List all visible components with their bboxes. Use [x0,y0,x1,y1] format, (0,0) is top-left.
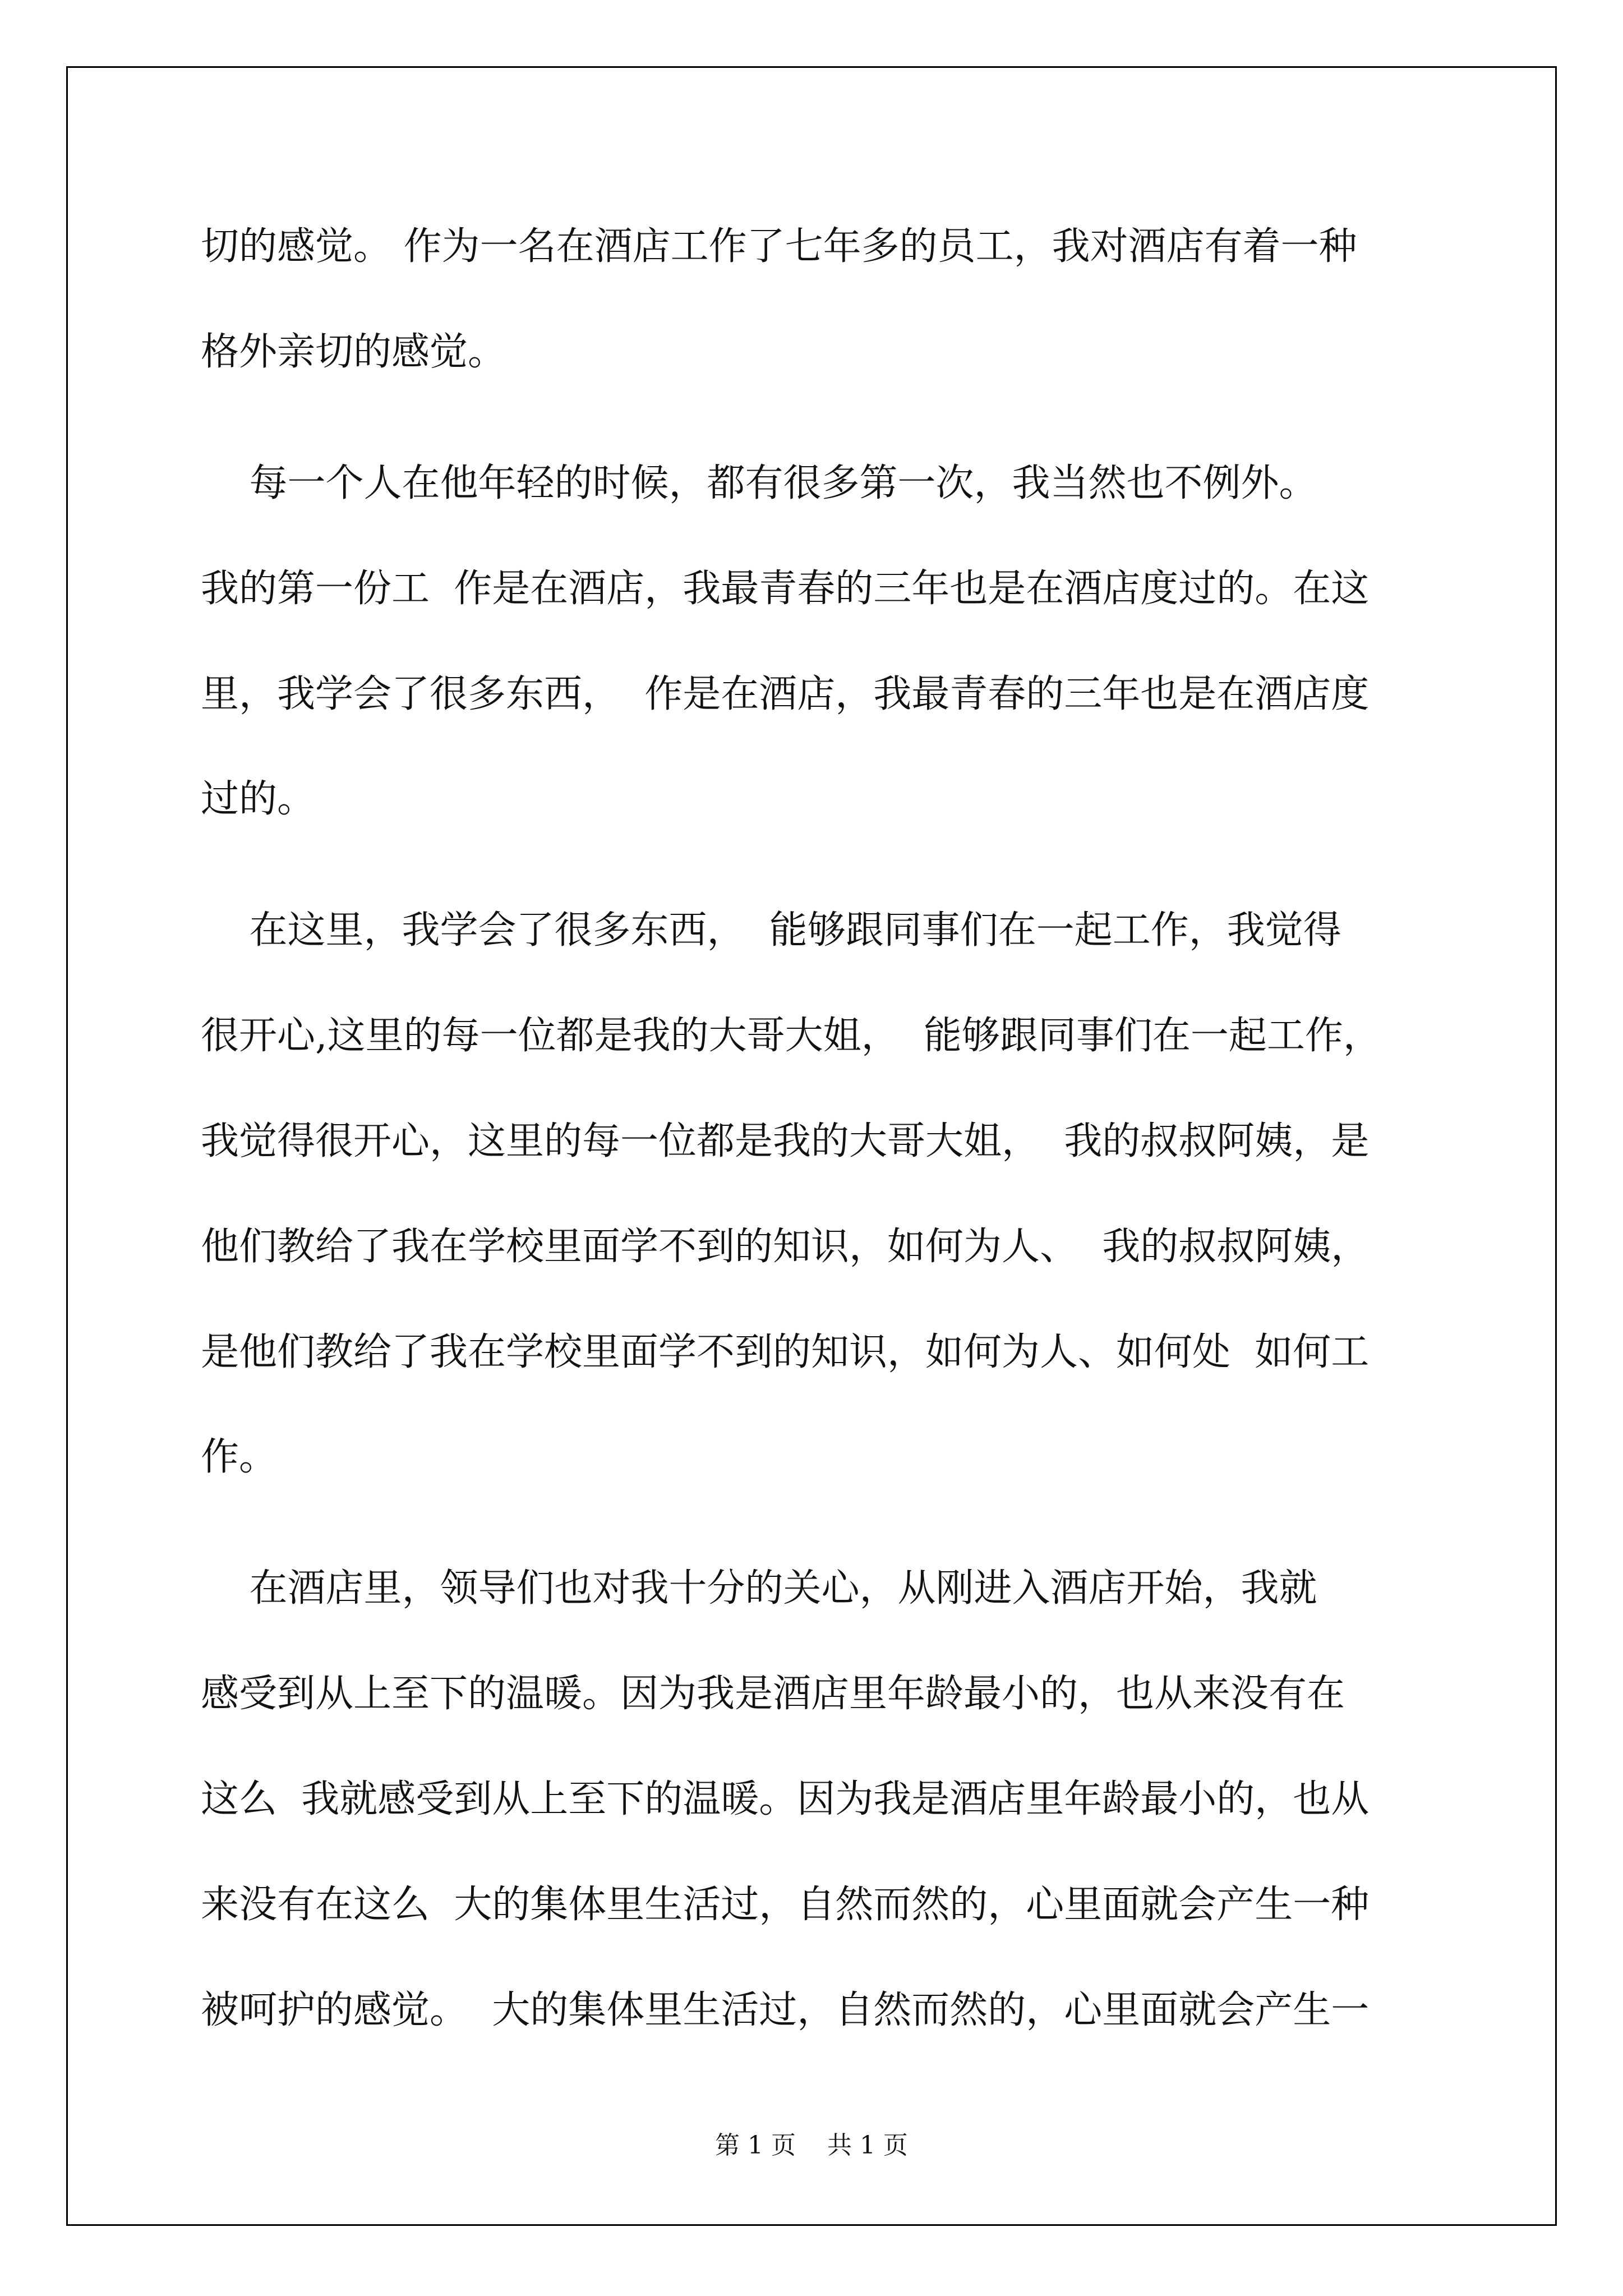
text-line: 很开心,这里的每一位都是我的大哥大姐， 能够跟同事们在一起工作， [201,1014,1381,1058]
text-line: 来没有在这么 大的集体里生活过，自然而然的，心里面就会产生一种 [201,1883,1370,1927]
text-line: 感受到从上至下的温暖。因为我是酒店里年龄最小的，也从来没有在 [201,1672,1345,1716]
text-line: 我觉得很开心，这里的每一位都是我的大哥大姐， 我的叔叔阿姨，是 [201,1119,1370,1163]
text-line: 他们教给了我在学校里面学不到的知识，如何为人、 我的叔叔阿姨， [201,1225,1370,1269]
text-line: 切的感觉。 作为一名在酒店工作了七年多的员工，我对酒店有着一种 [201,224,1357,269]
text-line: 是他们教给了我在学校里面学不到的知识，如何为人、如何处 如何工 [201,1330,1370,1374]
text-line: 里，我学会了很多东西， 作是在酒店，我最青春的三年也是在酒店度 [201,672,1370,716]
text-line: 作。 [201,1435,278,1479]
text-line: 这么 我就感受到从上至下的温暖。因为我是酒店里年龄最小的，也从 [201,1777,1370,1821]
text-line: 在这里，我学会了很多东西， 能够跟同事们在一起工作，我觉得 [201,908,1341,953]
text-line: 被呵护的感觉。 大的集体里生活过，自然而然的，心里面就会产生一 [201,1988,1370,2032]
text-line: 格外亲切的感觉。 [201,330,506,374]
page-number-footer: 第 1 页 共 1 页 [715,2131,908,2160]
text-line: 在酒店里，领导们也对我十分的关心，从刚进入酒店开始，我就 [201,1566,1317,1611]
text-line: 过的。 [201,777,316,821]
text-line: 我的第一份工 作是在酒店，我最青春的三年也是在酒店度过的。在这 [201,567,1370,611]
text-line: 每一个人在他年轻的时候，都有很多第一次，我当然也不例外。 [201,461,1317,505]
